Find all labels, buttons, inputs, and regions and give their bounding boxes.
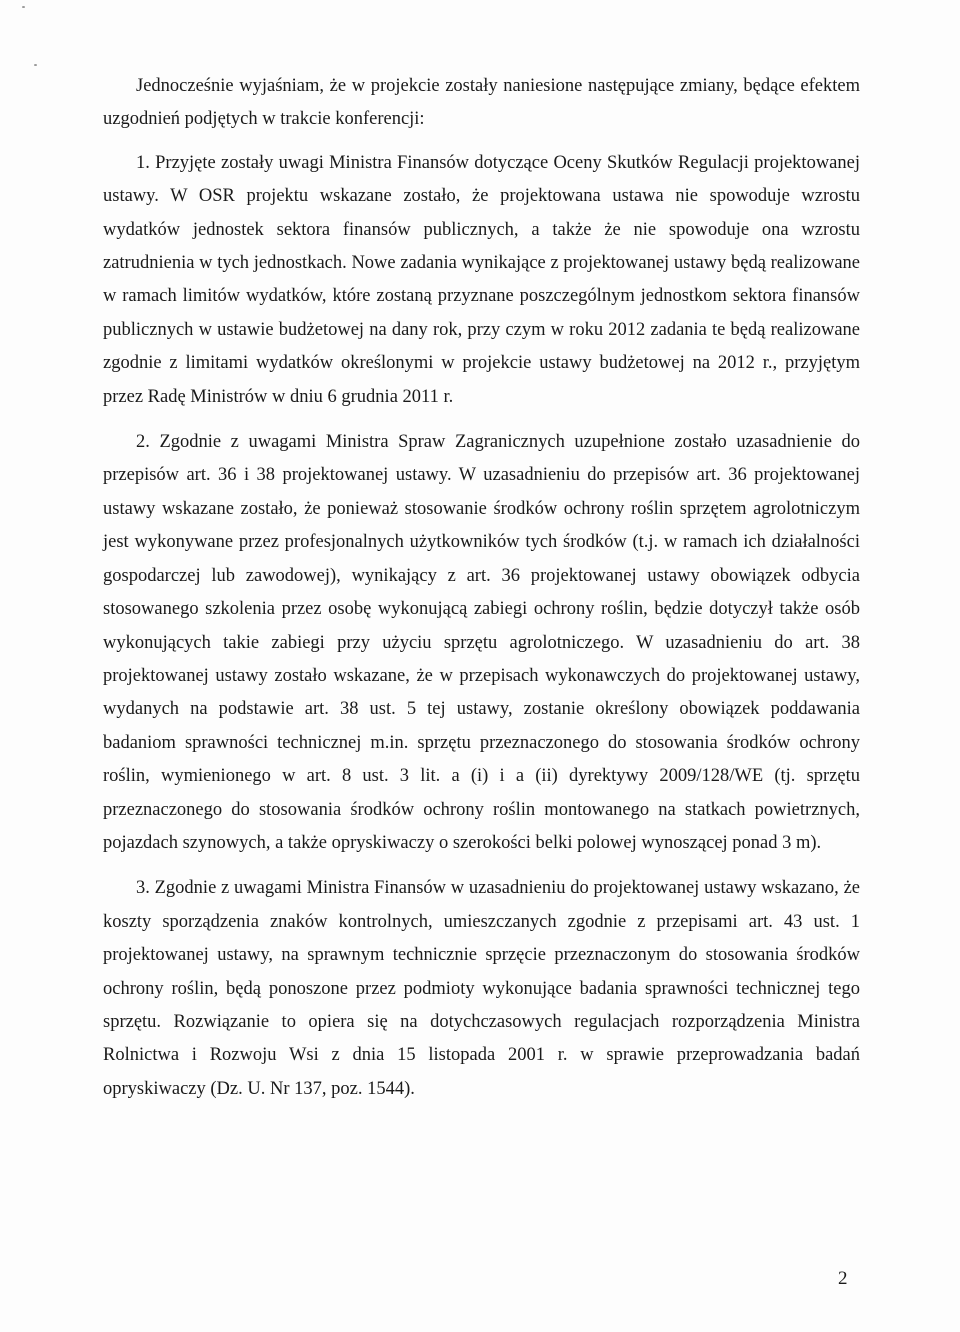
- list-item-2: 2. Zgodnie z uwagami Ministra Spraw Zagranicznych uzupełnione zostało uzasadnienie do przepisów art. 36 i 38 projektowanej ustawy. W uzasadnieniu do przepisów art. 36 projektowanej ustawy wskazane zostało, że ponieważ stosowanie środków ochrony roślin sprzętem agrolotniczym jest wykonywane przez profesjonalnych użytkowników tych środków (t.j. w ramach ich działalności gospodarczej lub zawodowej), wynikający z art. 36 projektowanej ustawy obowiązek odbycia stosowanego szkolenia przez osobę wykonującą zabiegi ochrony roślin, będzie dotyczył także osób wykonujących takie zabiegi przy użyciu sprzętu agrolotniczego. W uzasadnieniu do art. 38 projektowanej ustawy zostało wskazane, że w przepisach wykonawczych do projektowanej ustawy, wydanych na podstawie art. 38 ust. 5 tej ustawy, zostanie określony obowiązek poddawania badaniom sprawności technicznej m.in. sprzętu przeznaczonego do stosowania środków ochrony roślin, wymienionego w art. 8 ust. 3 lit. a (i) i a (ii) dyrektywy 2009/128/WE (tj. sprzętu przeznaczonego do stosowania środków ochrony roślin montowanego na statkach powietrznych, pojazdach szynowych, a także opryskiwaczy o szerokości belki polowej wynoszącej ponad 3 m).: [103, 432, 860, 853]
- list-item-3: 3. Zgodnie z uwagami Ministra Finansów w uzasadnieniu do projektowanej ustawy wskazano, że koszty sporządzenia znaków kontrolnych, umieszczanych zgodnie z przepisami art. 43 ust. 1 projektowanej ustawy, na sprawnym technicznie sprzęcie przeznaczonym do stosowania środków ochrony roślin, będą ponoszone przez podmioty wykonujące badania sprawności technicznej tego sprzętu. Rozwiązanie to opiera się na dotychczasowych regulacjach rozporządzenia Ministra Rolnictwa i Rozwoju Wsi z dnia 15 listopada 2001 r. w sprawie przeprowadzania badań opryskiwaczy (Dz. U. Nr 137, poz. 1544).: [103, 878, 860, 1099]
- scan-speck: [34, 64, 37, 66]
- document-body: [103, 70, 860, 1106]
- intro-paragraph: Jednocześnie wyjaśniam, że w projekcie zostały naniesione następujące zmiany, będące efektem uzgodnień podjętych w trakcie konferencji:: [103, 76, 860, 130]
- page-number: 2: [838, 1268, 848, 1289]
- list-item-1: 1. Przyjęte zostały uwagi Ministra Finansów dotyczące Oceny Skutków Regulacji projektowanej ustawy. W OSR projektu wskazane zostało, że projektowana ustawa nie spowoduje wzrostu wydatków jednostek sektora finansów publicznych, a także że nie spowoduje ona wzrostu zatrudnienia w tych jednostkach. Nowe zadania wynikające z projektowanej ustawy będą realizowane w ramach limitów wydatków, które zostaną przyznane poszczególnym jednostkom sektora finansów publicznych w ustawie budżetowej na dany rok, przy czym w roku 2012 zadania te będą realizowane zgodnie z limitami wydatków określonymi w projekcie ustawy budżetowej na 2012 r., przyjętym przez Radę Ministrów w dniu 6 grudnia 2011 r.: [103, 152, 860, 407]
- scan-speck: [22, 6, 25, 8]
